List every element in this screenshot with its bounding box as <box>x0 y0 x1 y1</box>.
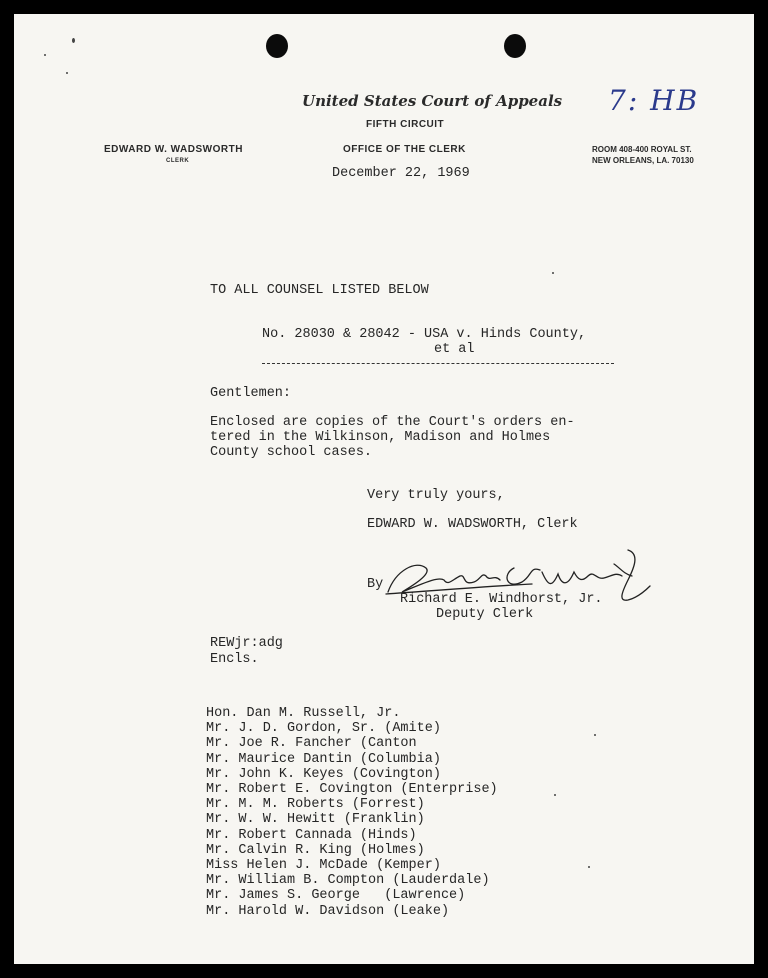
scan-speck <box>594 734 596 736</box>
list-item: Mr. Harold W. Davidson (Leake) <box>206 903 450 919</box>
list-item: Mr. Maurice Dantin (Columbia) <box>206 751 441 767</box>
signer-name: Richard E. Windhorst, Jr. <box>400 592 603 607</box>
list-item: Mr. W. W. Hewitt (Franklin) <box>206 812 425 828</box>
scan-speck <box>44 54 46 56</box>
scan-speck <box>66 72 68 74</box>
signer-title: Deputy Clerk <box>436 607 534 622</box>
enclosures: Encls. <box>210 652 259 667</box>
list-item: Mr. Joe R. Fancher (Canton <box>206 736 417 752</box>
circuit-label: FIFTH CIRCUIT <box>366 119 445 130</box>
letter-date: December 22, 1969 <box>332 166 470 181</box>
body-line-3: County school cases. <box>210 445 373 460</box>
court-name: United States Court of Appeals <box>302 92 563 110</box>
list-item: Mr. John K. Keyes (Covington) <box>206 766 441 782</box>
punch-hole-right <box>504 34 526 58</box>
scan-speck <box>588 866 590 868</box>
list-item: Mr. J. D. Gordon, Sr. (Amite) <box>206 721 441 737</box>
reference-initials: REWjr:adg <box>210 636 283 651</box>
address-line-2: NEW ORLEANS, LA. 70130 <box>592 156 694 165</box>
signature-by: By <box>367 577 384 592</box>
salutation: Gentlemen: <box>210 386 292 401</box>
addressee: TO ALL COUNSEL LISTED BELOW <box>210 283 429 298</box>
handwritten-note: 7: HB <box>608 84 700 117</box>
list-item: Mr. James S. George (Lawrence) <box>206 888 466 904</box>
list-item: Mr. M. M. Roberts (Forrest) <box>206 797 425 813</box>
address-line-1: ROOM 408-400 ROYAL ST. <box>592 145 692 154</box>
list-item: Mr. Robert Cannada (Hinds) <box>206 827 417 843</box>
clerk-name: EDWARD W. WADSWORTH <box>104 144 243 155</box>
office-label: OFFICE OF THE CLERK <box>343 144 466 155</box>
case-underline <box>262 363 614 364</box>
scan-speck <box>554 794 556 796</box>
list-item: Mr. William B. Compton (Lauderdale) <box>206 873 490 889</box>
list-item: Miss Helen J. McDade (Kemper) <box>206 858 441 874</box>
scan-speck <box>72 38 75 43</box>
sender: EDWARD W. WADSWORTH, Clerk <box>367 517 578 532</box>
scan-speck <box>552 272 554 274</box>
closing: Very truly yours, <box>367 488 505 503</box>
list-item: Mr. Robert E. Covington (Enterprise) <box>206 782 498 798</box>
clerk-title: CLERK <box>166 158 190 164</box>
case-line-1: No. 28030 & 28042 - USA v. Hinds County, <box>262 327 587 342</box>
case-line-2: et al <box>434 342 475 357</box>
list-item: Hon. Dan M. Russell, Jr. <box>206 706 401 721</box>
letter-page <box>14 14 754 964</box>
body-line-2: tered in the Wilkinson, Madison and Holmes <box>210 430 551 445</box>
punch-hole-left <box>266 34 288 58</box>
list-item: Mr. Calvin R. King (Holmes) <box>206 842 425 858</box>
recipient-list <box>206 706 498 919</box>
body-line-1: Enclosed are copies of the Court's orders en- <box>210 415 575 430</box>
